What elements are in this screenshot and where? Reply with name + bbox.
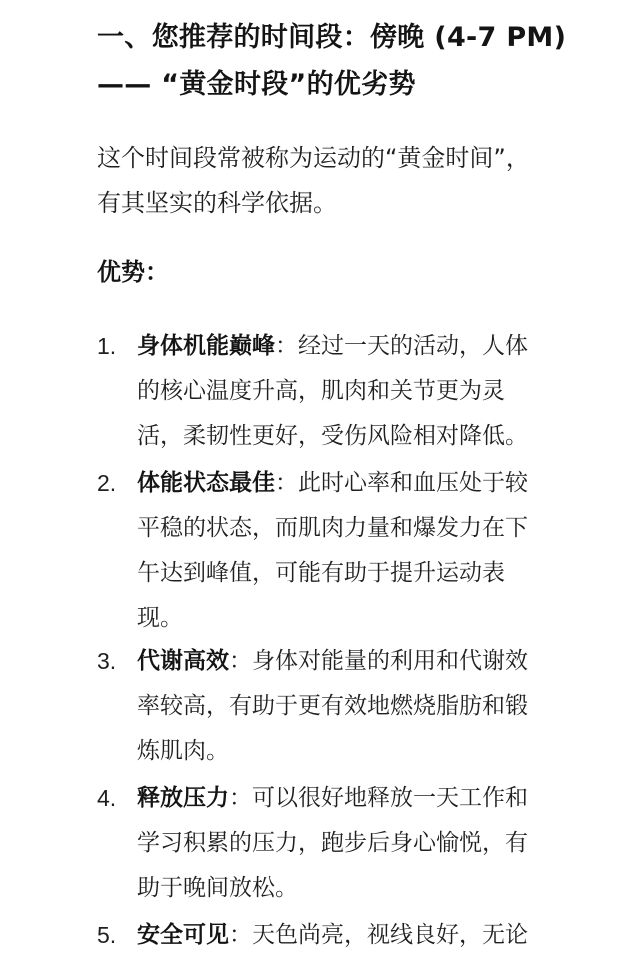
item-line: 现。 bbox=[137, 605, 183, 631]
item-line: 学习积累的压力，跑步后身心愉悦，有 bbox=[137, 830, 528, 856]
item-text: ：身体对能量的利用和代谢效 bbox=[229, 648, 528, 674]
list-number: 5. bbox=[97, 922, 117, 948]
item-line: 率较高，有助于更有效地燃烧脂肪和锻 bbox=[137, 693, 528, 719]
item-text: ：经过一天的活动，人体 bbox=[275, 333, 528, 359]
advantage-item-5 bbox=[97, 913, 627, 958]
item-line: 炼肌肉。 bbox=[137, 738, 229, 764]
advantage-item-2 bbox=[97, 461, 627, 641]
advantage-item-1 bbox=[97, 324, 627, 459]
list-number: 1. bbox=[97, 333, 117, 359]
list-number: 4. bbox=[97, 785, 117, 811]
item-term: 体能状态最佳 bbox=[137, 470, 275, 496]
item-term: 代谢高效 bbox=[137, 648, 229, 674]
heading-line-1: 一、您推荐的时间段：傍晚 (4-7 PM) bbox=[97, 22, 567, 53]
advantage-item-4 bbox=[97, 776, 627, 911]
item-text: ：可以很好地释放一天工作和 bbox=[229, 785, 528, 811]
advantages-label: 优势： bbox=[97, 258, 169, 286]
item-line bbox=[137, 639, 627, 684]
item-term: 安全可见 bbox=[137, 922, 229, 948]
item-line bbox=[137, 913, 627, 958]
item-line: 午达到峰值，可能有助于提升运动表 bbox=[137, 560, 505, 586]
intro-line-1: 这个时间段常被称为运动的“黄金时间”， bbox=[97, 144, 530, 172]
heading-line-2: —— “黄金时段”的优劣势 bbox=[97, 69, 416, 100]
item-term: 释放压力 bbox=[137, 785, 229, 811]
item-text: ：天色尚亮，视线良好，无论 bbox=[229, 922, 528, 948]
item-line bbox=[137, 461, 627, 506]
intro-paragraph bbox=[97, 136, 617, 226]
list-number: 3. bbox=[97, 648, 117, 674]
list-number: 2. bbox=[97, 470, 117, 496]
item-line bbox=[137, 776, 627, 821]
intro-line-2: 有其坚实的科学依据。 bbox=[97, 189, 337, 217]
section-heading bbox=[97, 14, 617, 108]
item-line: 活，柔韧性更好，受伤风险相对降低。 bbox=[137, 423, 528, 449]
advantage-item-3 bbox=[97, 639, 627, 774]
item-line: 平稳的状态，而肌肉力量和爆发力在下 bbox=[137, 515, 528, 541]
item-line: 助于晚间放松。 bbox=[137, 875, 298, 901]
item-text: ：此时心率和血压处于较 bbox=[275, 470, 528, 496]
item-term: 身体机能巅峰 bbox=[137, 333, 275, 359]
item-line: 的核心温度升高，肌肉和关节更为灵 bbox=[137, 378, 505, 404]
item-line bbox=[137, 324, 627, 369]
